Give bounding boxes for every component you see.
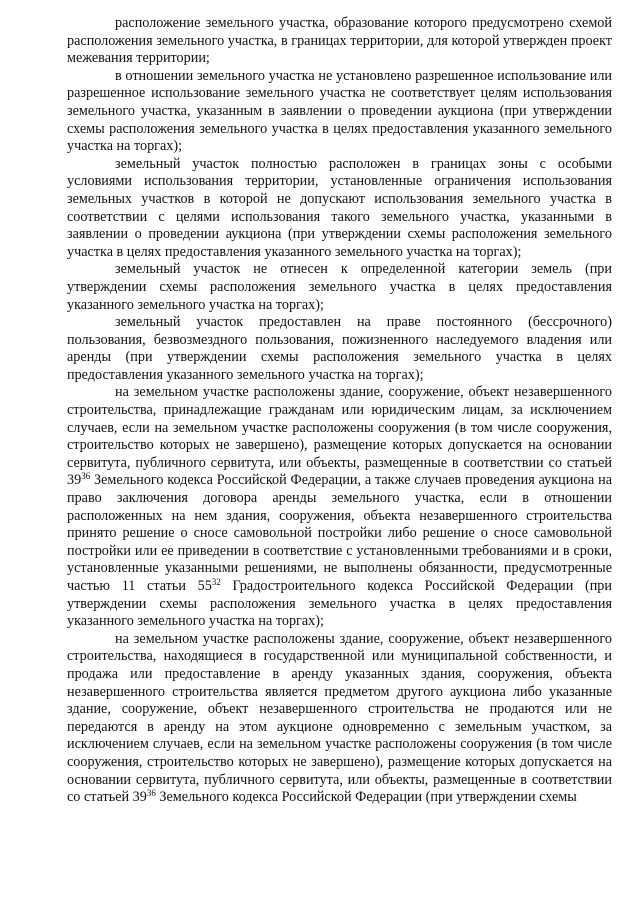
document-page (67, 15, 612, 807)
paragraph-6-text-b: Земельного кодекса Российской Федерации, а также случаев проведения аукциона на право заключения договора аренды земельного участка, если в отношении расположенных на нем здания, сооружения, объекта незавершенного строительства принято решение о сносе самовольной постройки либо решение о сносе самовольной постройки или ее приведении в соответствие с установленными требованиями и в сроки, установленные указанными решениями, не выполнены обязанности, предусмотренные частью 11 статьи 55 (67, 472, 612, 594)
paragraph-3-text: земельный участок полностью расположен в границах зоны с особыми условиями использования территории, установленные ограничения использования земельных участков в которой не допускают использования земельного участка в соответствии с целями использования такого земельного участка, указанными в заявлении о проведении аукциона (при утверждении схемы расположения земельного участка в целях предоставления указанного земельного участка на торгах); (67, 155, 612, 260)
paragraph-6-text-c: Градостроительного кодекса Российской Федерации (при утверждении схемы расположения земельного участка в целях предоставления указанного земельного участка на торгах); (67, 578, 612, 630)
paragraph-2-text: в отношении земельного участка не установлено разрешенное использование или разрешенное использование земельного участка не соответствует целям использования земельного участка, указанным в заявлении о проведении аукциона (при утверждении схемы расположения земельного участка в целях предоставления указанного земельного участка на торгах); (67, 67, 612, 155)
paragraph-5 (67, 314, 612, 384)
article-superscript: 32 (211, 577, 221, 587)
paragraph-7 (67, 631, 612, 807)
paragraph-5-text: земельный участок предоставлен на праве постоянного (бессрочного) пользования, безвозмездного пользования, пожизненного наследуемого владения или аренды (при утверждении схемы расположения земельного участка в целях предоставления указанного земельного участка на торгах); (67, 314, 612, 383)
paragraph-3 (67, 156, 612, 262)
article-superscript: 36 (81, 471, 91, 482)
paragraph-4-text: земельный участок не отнесен к определенной категории земель (при утверждении схемы расположения земельного участка в целях предоставления указанного земельного участка на торгах); (67, 261, 612, 313)
paragraph-1 (67, 15, 612, 68)
paragraph-4 (67, 261, 612, 314)
paragraph-6-text-a: на земельном участке расположены здание, сооружение, объект незавершенного строительства, принадлежащие гражданам или юридическим лицам, за исключением случаев, если на земельном участке расположены сооружения (в том числе сооружения, строительство которых не завершено), размещение которых допускается на основании сервитута, публичного сервитута, или объекты, размещенные в соответствии со статьей 39 (67, 384, 612, 489)
paragraph-6 (67, 384, 612, 630)
paragraph-7-text-b: Земельного кодекса Российской Федерации (при утверждении схемы (155, 789, 577, 806)
article-superscript: 36 (146, 788, 156, 799)
paragraph-2 (67, 68, 612, 156)
paragraph-7-text-a: на земельном участке расположены здание, сооружение, объект незавершенного строительства, находящиеся в государственной или муниципальной собственности, и продажа или предоставление в аренду указанных здания, сооружения, объекта незавершенного строительства является предметом другого аукциона либо указанные здание, сооружение, объект незавершенного строительства не продаются или не передаются в аренду на этом аукционе одновременно с земельным участком, за исключением случаев, если на земельном участке расположены сооружения (в том числе сооружения, строительство которых не завершено), размещение которых допускается на основании сервитута, публичного сервитута, или объекты, размещенные в соответствии со статьей 39 (67, 630, 612, 806)
paragraph-1-text: расположение земельного участка, образование которого предусмотрено схемой расположения земельного участка, в границах территории, для которой утвержден проект межевания территории; (67, 15, 612, 67)
